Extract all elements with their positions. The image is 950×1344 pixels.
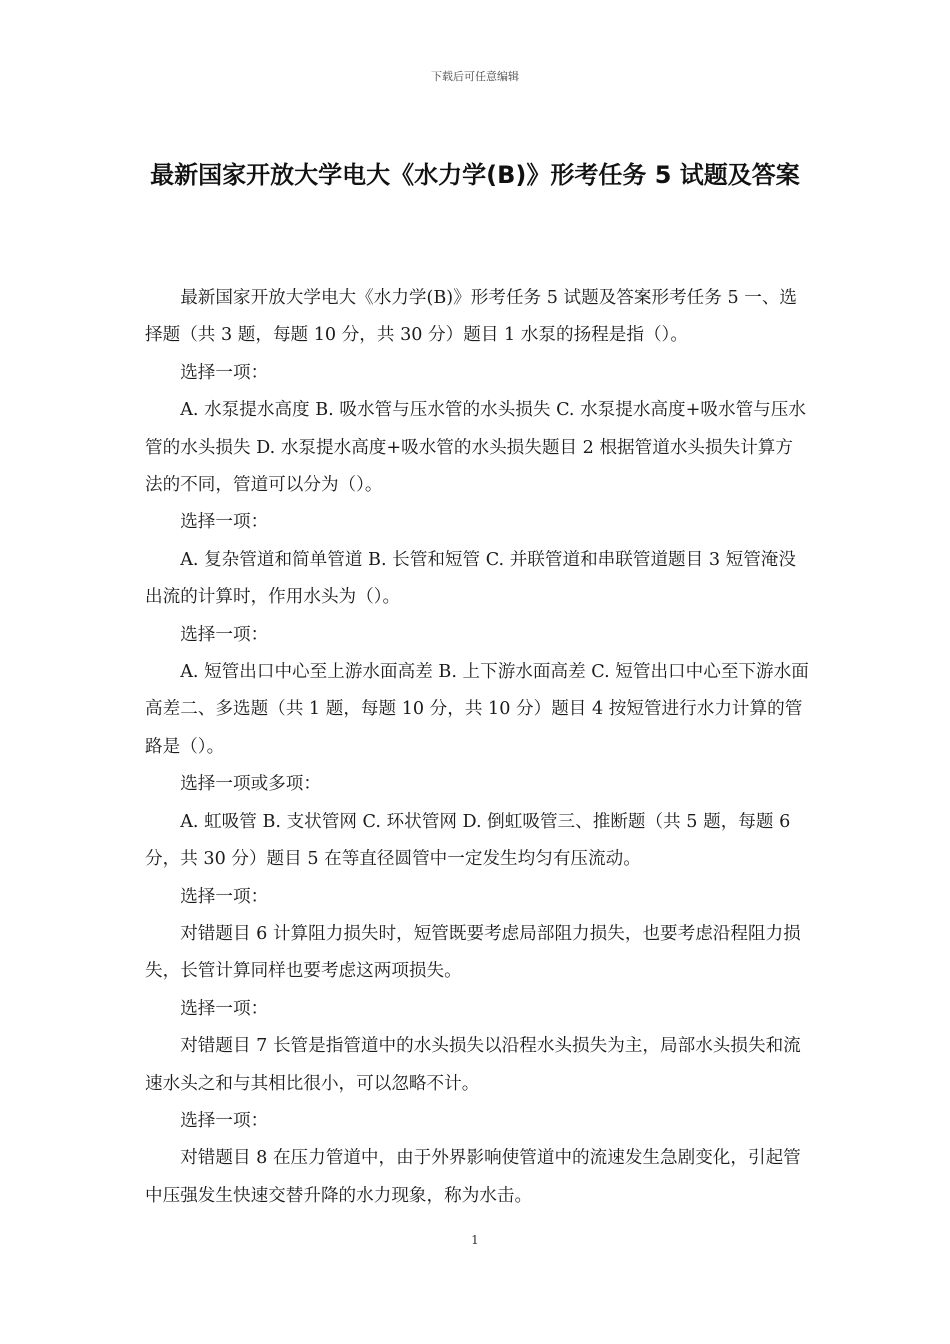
- header-note: 下载后可任意编辑: [431, 70, 519, 83]
- paragraph: 对错题目 6 计算阻力损失时，短管既要考虑局部阻力损失，也要考虑沿程阻力损失，长管计算同样也要考虑这两项损失。: [145, 923, 801, 982]
- paragraph: 选择一项：: [180, 362, 269, 383]
- paragraph: 选择一项：: [180, 624, 269, 645]
- paragraph: 选择一项：: [180, 886, 269, 907]
- page-number: 1: [471, 1233, 479, 1247]
- paragraph: 选择一项：: [180, 1110, 269, 1131]
- paragraph: 选择一项：: [180, 998, 269, 1019]
- paragraph: 对错题目 8 在压力管道中，由于外界影响使管道中的流速发生急剧变化，引起管中压强发生快速交替升降的水力现象，称为水击。: [145, 1148, 801, 1206]
- paragraph: 最新国家开放大学电大《水力学(B)》形考任务 5 试题及答案形考任务 5 一、选择题（共 3 题，每题 10 分，共 30 分）题目 1 水泵的扬程是指（）。: [145, 288, 798, 346]
- paragraph: 选择一项或多项：: [180, 774, 321, 795]
- paragraph: A. 水泵提水高度 B. 吸水管与压水管的水头损失 C. 水泵提水高度+吸水管与压水管的水头损失 D. 水泵提水高度+吸水管的水头损失题目 2 根据管道水头损失计算方法的不同，管道可以分为（）。: [145, 400, 806, 496]
- paragraph: A. 短管出口中心至上游水面高差 B. 上下游水面高差 C. 短管出口中心至下游水面高差二、多选题（共 1 题，每题 10 分，共 10 分）题目 4 按短管进行水力计算的管路是（）。: [145, 662, 809, 757]
- paragraph: A. 虹吸管 B. 支状管网 C. 环状管网 D. 倒虹吸管三、推断题（共 5 题，每题 6 分，共 30 分）题目 5 在等直径圆管中一定发生均匀有压流动。: [145, 811, 791, 870]
- paragraph: A. 复杂管道和简单管道 B. 长管和短管 C. 并联管道和串联管道题目 3 短管淹没出流的计算时，作用水头为（）。: [145, 549, 796, 608]
- paragraph: 选择一项：: [180, 512, 269, 533]
- document-body: [145, 280, 810, 1215]
- paragraph: 对错题目 7 长管是指管道中的水头损失以沿程水头损失为主，局部水头损失和流速水头之和与其相比很小，可以忽略不计。: [145, 1036, 801, 1094]
- document-title: 最新国家开放大学电大《水力学(B)》形考任务 5 试题及答案: [150, 161, 800, 189]
